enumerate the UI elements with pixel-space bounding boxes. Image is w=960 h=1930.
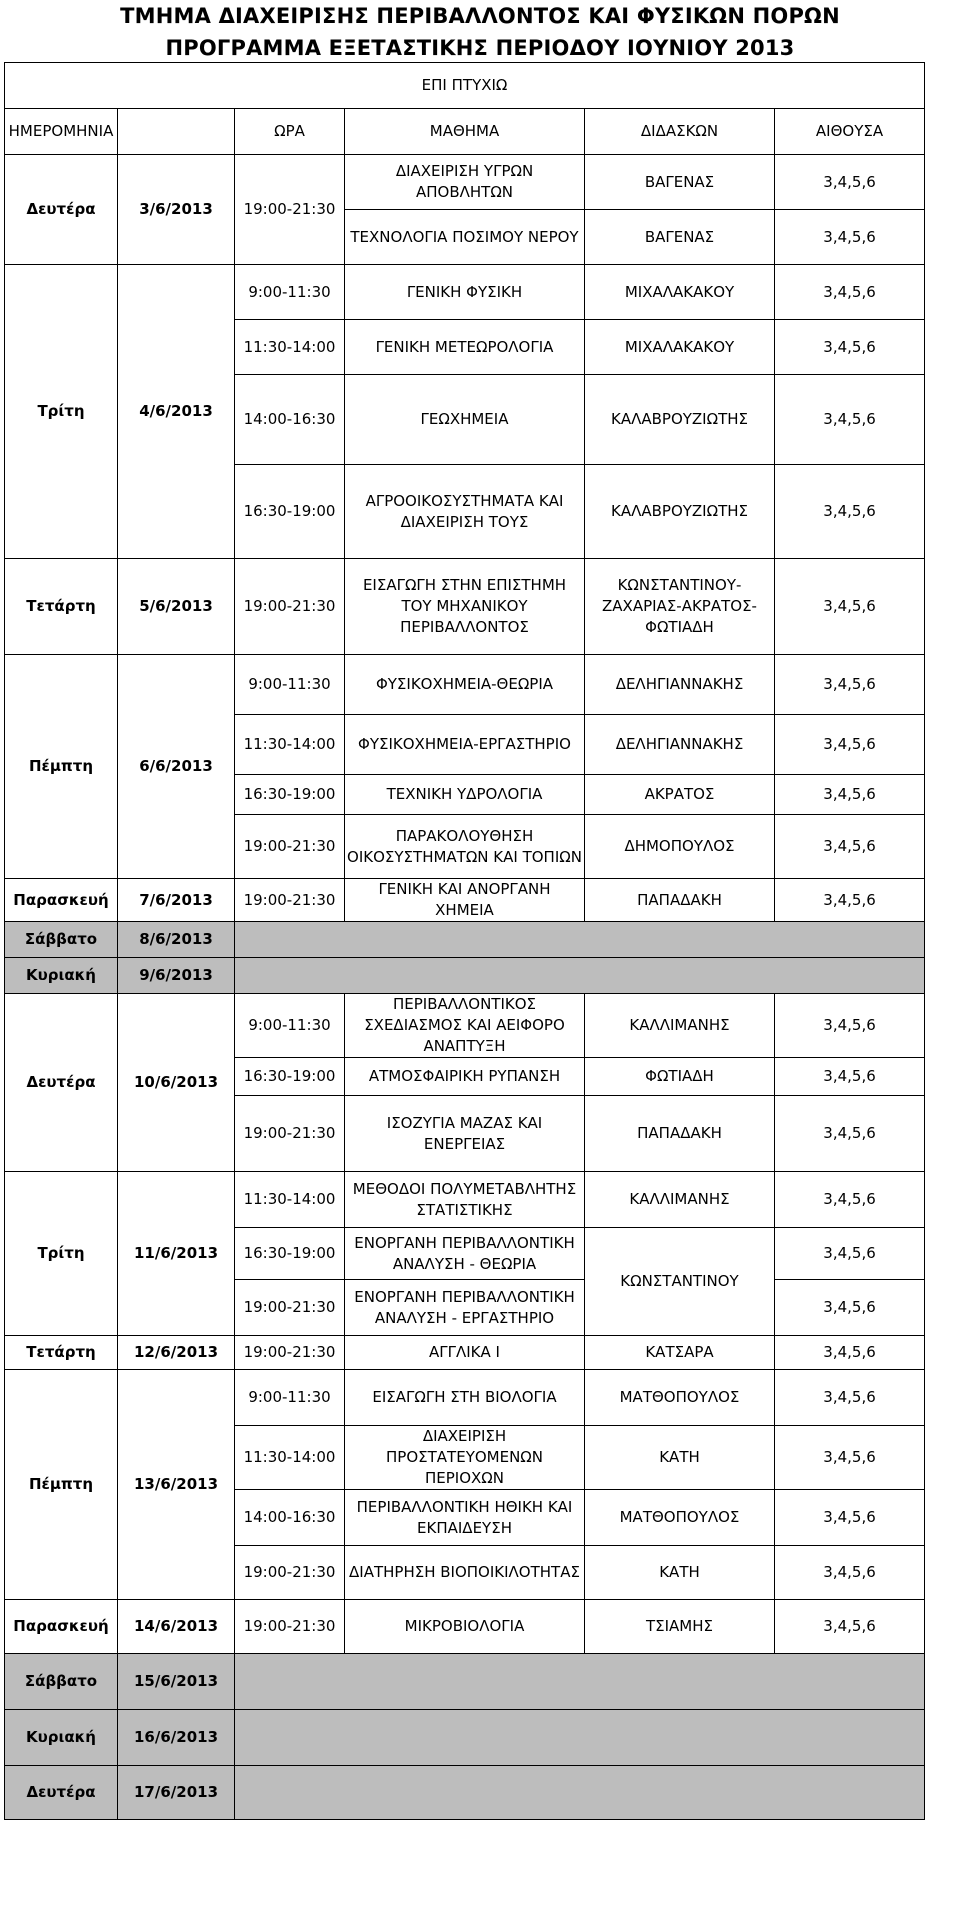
day-cell: Τρίτη — [5, 1172, 118, 1336]
room-cell: 3,4,5,6 — [775, 1600, 925, 1654]
time-cell: 11:30-14:00 — [235, 320, 345, 375]
teacher-cell: ΜΙΧΑΛΑΚΑΚΟΥ — [585, 265, 775, 320]
teacher-cell: ΠΑΠΑΔΑΚΗ — [585, 879, 775, 922]
time-cell: 19:00-21:30 — [235, 1546, 345, 1600]
course-cell: ΓΕΝΙΚΗ ΜΕΤΕΩΡΟΛΟΓΙΑ — [345, 320, 585, 375]
day-cell: Σάββατο — [5, 1654, 118, 1710]
teacher-cell: ΜΙΧΑΛΑΚΑΚΟΥ — [585, 320, 775, 375]
room-cell: 3,4,5,6 — [775, 1058, 925, 1096]
course-cell: ΠΕΡΙΒΑΛΛΟΝΤΙΚΟΣ ΣΧΕΔΙΑΣΜΟΣ ΚΑΙ ΑΕΙΦΟΡΟ ΑΝΑΠΤΥΞΗ — [345, 994, 585, 1058]
room-cell: 3,4,5,6 — [775, 815, 925, 879]
date-cell: 14/6/2013 — [118, 1600, 235, 1654]
col-header-blank — [118, 109, 235, 155]
day-cell: Τετάρτη — [5, 559, 118, 655]
course-cell: ΠΑΡΑΚΟΛΟΥΘΗΣΗ ΟΙΚΟΣΥΣΤΗΜΑΤΩΝ ΚΑΙ ΤΟΠΙΩΝ — [345, 815, 585, 879]
day-cell: Κυριακή — [5, 958, 118, 994]
weekend-row — [5, 1766, 925, 1820]
date-cell: 17/6/2013 — [118, 1766, 235, 1820]
table-row — [5, 265, 925, 320]
teacher-cell: ΚΑΛΑΒΡΟΥΖΙΩΤΗΣ — [585, 375, 775, 465]
course-cell: ΤΕΧΝΟΛΟΓΙΑ ΠΟΣΙΜΟΥ ΝΕΡΟΥ — [345, 210, 585, 265]
course-cell: ΦΥΣΙΚΟΧΗΜΕΙΑ-ΕΡΓΑΣΤΗΡΙΟ — [345, 715, 585, 775]
time-cell: 16:30-19:00 — [235, 1228, 345, 1280]
day-cell: Πέμπτη — [5, 1370, 118, 1600]
room-cell: 3,4,5,6 — [775, 155, 925, 210]
weekend-row — [5, 1710, 925, 1766]
date-cell: 11/6/2013 — [118, 1172, 235, 1336]
teacher-cell: ΚΑΛΛΙΜΑΝΗΣ — [585, 994, 775, 1058]
col-header-room: ΑΙΘΟΥΣΑ — [775, 109, 925, 155]
col-header-teacher: ΔΙΔΑΣΚΩΝ — [585, 109, 775, 155]
teacher-cell: ΚΑΤΗ — [585, 1546, 775, 1600]
table-row — [5, 879, 925, 922]
room-cell: 3,4,5,6 — [775, 1336, 925, 1370]
date-cell: 13/6/2013 — [118, 1370, 235, 1600]
day-cell: Σάββατο — [5, 922, 118, 958]
course-cell: ΤΕΧΝΙΚΗ ΥΔΡΟΛΟΓΙΑ — [345, 775, 585, 815]
teacher-cell: ΚΑΤΣΑΡΑ — [585, 1336, 775, 1370]
teacher-cell: ΦΩΤΙΑΔΗ — [585, 1058, 775, 1096]
time-cell: 11:30-14:00 — [235, 715, 345, 775]
date-cell: 6/6/2013 — [118, 655, 235, 879]
room-cell: 3,4,5,6 — [775, 1546, 925, 1600]
table-row — [5, 1336, 925, 1370]
time-cell: 9:00-11:30 — [235, 1370, 345, 1426]
course-cell: ΕΙΣΑΓΩΓΗ ΣΤΗΝ ΕΠΙΣΤΗΜΗ ΤΟΥ ΜΗΧΑΝΙΚΟΥ ΠΕΡΙΒΑΛΛΟΝΤΟΣ — [345, 559, 585, 655]
day-cell: Τετάρτη — [5, 1336, 118, 1370]
col-header-date: ΗΜΕΡΟΜΗΝΙΑ — [5, 109, 118, 155]
room-cell: 3,4,5,6 — [775, 559, 925, 655]
col-header-time: ΩΡΑ — [235, 109, 345, 155]
teacher-cell: ΑΚΡΑΤΟΣ — [585, 775, 775, 815]
room-cell: 3,4,5,6 — [775, 1490, 925, 1546]
room-cell: 3,4,5,6 — [775, 775, 925, 815]
table-row — [5, 1172, 925, 1228]
time-cell: 14:00-16:30 — [235, 1490, 345, 1546]
date-cell: 16/6/2013 — [118, 1710, 235, 1766]
time-cell: 16:30-19:00 — [235, 775, 345, 815]
time-cell: 19:00-21:30 — [235, 1600, 345, 1654]
time-cell: 19:00-21:30 — [235, 1096, 345, 1172]
date-cell: 10/6/2013 — [118, 994, 235, 1172]
table-row — [5, 1370, 925, 1426]
course-cell: ΑΓΓΛΙΚΑ Ι — [345, 1336, 585, 1370]
time-cell: 9:00-11:30 — [235, 265, 345, 320]
day-cell: Τρίτη — [5, 265, 118, 559]
course-cell: ΙΣΟΖΥΓΙΑ ΜΑΖΑΣ ΚΑΙ ΕΝΕΡΓΕΙΑΣ — [345, 1096, 585, 1172]
empty-cell — [235, 1766, 925, 1820]
course-cell: ΔΙΑΧΕΙΡΙΣΗ ΥΓΡΩΝ ΑΠΟΒΛΗΤΩΝ — [345, 155, 585, 210]
room-cell: 3,4,5,6 — [775, 1426, 925, 1490]
teacher-cell: ΚΩΝΣΤΑΝΤΙΝΟΥ — [585, 1228, 775, 1336]
empty-cell — [235, 922, 925, 958]
date-cell: 8/6/2013 — [118, 922, 235, 958]
course-cell: ΕΝΟΡΓΑΝΗ ΠΕΡΙΒΑΛΛΟΝΤΙΚΗ ΑΝΑΛΥΣΗ - ΘΕΩΡΙΑ — [345, 1228, 585, 1280]
time-cell: 16:30-19:00 — [235, 465, 345, 559]
course-cell: ΠΕΡΙΒΑΛΛΟΝΤΙΚΗ ΗΘΙΚΗ ΚΑΙ ΕΚΠΑΙΔΕΥΣΗ — [345, 1490, 585, 1546]
time-cell: 19:00-21:30 — [235, 559, 345, 655]
time-cell: 9:00-11:30 — [235, 994, 345, 1058]
course-cell: ΑΓΡΟΟΙΚΟΣΥΣΤΗΜΑΤΑ ΚΑΙ ΔΙΑΧΕΙΡΙΣΗ ΤΟΥΣ — [345, 465, 585, 559]
page-title: ΤΜΗΜΑ ΔΙΑΧΕΙΡΙΣΗΣ ΠΕΡΙΒΑΛΛΟΝΤΟΣ ΚΑΙ ΦΥΣΙΚΩΝ ΠΟΡΩΝ — [120, 4, 840, 28]
course-cell: ΜΙΚΡΟΒΙΟΛΟΓΙΑ — [345, 1600, 585, 1654]
empty-cell — [235, 958, 925, 994]
teacher-cell: ΔΕΛΗΓΙΑΝΝΑΚΗΣ — [585, 655, 775, 715]
time-cell: 16:30-19:00 — [235, 1058, 345, 1096]
room-cell: 3,4,5,6 — [775, 1096, 925, 1172]
room-cell: 3,4,5,6 — [775, 715, 925, 775]
table-row — [5, 155, 925, 210]
day-cell: Δευτέρα — [5, 155, 118, 265]
teacher-cell: ΜΑΤΘΟΠΟΥΛΟΣ — [585, 1370, 775, 1426]
date-cell: 5/6/2013 — [118, 559, 235, 655]
day-cell: Κυριακή — [5, 1710, 118, 1766]
room-cell: 3,4,5,6 — [775, 1370, 925, 1426]
course-cell: ΑΤΜΟΣΦΑΙΡΙΚΗ ΡΥΠΑΝΣΗ — [345, 1058, 585, 1096]
day-cell: Παρασκευή — [5, 1600, 118, 1654]
course-cell: ΜΕΘΟΔΟΙ ΠΟΛΥΜΕΤΑΒΛΗΤΗΣ ΣΤΑΤΙΣΤΙΚΗΣ — [345, 1172, 585, 1228]
room-cell: 3,4,5,6 — [775, 994, 925, 1058]
time-cell: 14:00-16:30 — [235, 375, 345, 465]
room-cell: 3,4,5,6 — [775, 1280, 925, 1336]
course-cell: ΦΥΣΙΚΟΧΗΜΕΙΑ-ΘΕΩΡΙΑ — [345, 655, 585, 715]
course-cell: ΓΕΝΙΚΗ ΦΥΣΙΚΗ — [345, 265, 585, 320]
teacher-cell: ΚΑΛΛΙΜΑΝΗΣ — [585, 1172, 775, 1228]
time-cell: 11:30-14:00 — [235, 1172, 345, 1228]
room-cell: 3,4,5,6 — [775, 320, 925, 375]
teacher-cell: ΔΕΛΗΓΙΑΝΝΑΚΗΣ — [585, 715, 775, 775]
course-cell: ΕΝΟΡΓΑΝΗ ΠΕΡΙΒΑΛΛΟΝΤΙΚΗ ΑΝΑΛΥΣΗ - ΕΡΓΑΣΤΗΡΙΟ — [345, 1280, 585, 1336]
day-cell: Δευτέρα — [5, 1766, 118, 1820]
day-cell: Πέμπτη — [5, 655, 118, 879]
room-cell: 3,4,5,6 — [775, 1228, 925, 1280]
date-cell: 15/6/2013 — [118, 1654, 235, 1710]
weekend-row — [5, 1654, 925, 1710]
teacher-cell: ΠΑΠΑΔΑΚΗ — [585, 1096, 775, 1172]
course-cell: ΓΕΝΙΚΗ ΚΑΙ ΑΝΟΡΓΑΝΗ ΧΗΜΕΙΑ — [345, 879, 585, 922]
room-cell: 3,4,5,6 — [775, 465, 925, 559]
day-cell: Δευτέρα — [5, 994, 118, 1172]
time-cell: 19:00-21:30 — [235, 879, 345, 922]
date-cell: 9/6/2013 — [118, 958, 235, 994]
room-cell: 3,4,5,6 — [775, 655, 925, 715]
page-subtitle: ΠΡΟΓΡΑΜΜΑ ΕΞΕΤΑΣΤΙΚΗΣ ΠΕΡΙΟΔΟΥ ΙΟΥΝΙΟΥ 2013 — [165, 36, 795, 60]
course-cell: ΔΙΑΧΕΙΡΙΣΗ ΠΡΟΣΤΑΤΕΥΟΜΕΝΩΝ ΠΕΡΙΟΧΩΝ — [345, 1426, 585, 1490]
empty-cell — [235, 1654, 925, 1710]
teacher-cell: ΒΑΓΕΝΑΣ — [585, 210, 775, 265]
teacher-cell: ΚΑΤΗ — [585, 1426, 775, 1490]
schedule-table — [4, 62, 925, 1820]
teacher-cell: ΒΑΓΕΝΑΣ — [585, 155, 775, 210]
column-header-row — [5, 109, 925, 155]
time-cell: 19:00-21:30 — [235, 1280, 345, 1336]
teacher-cell: ΚΑΛΑΒΡΟΥΖΙΩΤΗΣ — [585, 465, 775, 559]
room-cell: 3,4,5,6 — [775, 375, 925, 465]
course-cell: ΓΕΩΧΗΜΕΙΑ — [345, 375, 585, 465]
room-cell: 3,4,5,6 — [775, 265, 925, 320]
weekend-row — [5, 922, 925, 958]
day-cell: Παρασκευή — [5, 879, 118, 922]
table-row — [5, 559, 925, 655]
time-cell: 19:00-21:30 — [235, 155, 345, 265]
teacher-cell: ΚΩΝΣΤΑΝΤΙΝΟΥ-ΖΑΧΑΡΙΑΣ-ΑΚΡΑΤΟΣ-ΦΩΤΙΑΔΗ — [585, 559, 775, 655]
date-cell: 3/6/2013 — [118, 155, 235, 265]
time-cell: 19:00-21:30 — [235, 815, 345, 879]
time-cell: 9:00-11:30 — [235, 655, 345, 715]
empty-cell — [235, 1710, 925, 1766]
teacher-cell: ΤΣΙΑΜΗΣ — [585, 1600, 775, 1654]
room-cell: 3,4,5,6 — [775, 210, 925, 265]
teacher-cell: ΔΗΜΟΠΟΥΛΟΣ — [585, 815, 775, 879]
table-row — [5, 1600, 925, 1654]
room-cell: 3,4,5,6 — [775, 879, 925, 922]
weekend-row — [5, 958, 925, 994]
table-row — [5, 655, 925, 715]
col-header-course: ΜΑΘΗΜΑ — [345, 109, 585, 155]
date-cell: 7/6/2013 — [118, 879, 235, 922]
teacher-cell: ΜΑΤΘΟΠΟΥΛΟΣ — [585, 1490, 775, 1546]
time-cell: 11:30-14:00 — [235, 1426, 345, 1490]
course-cell: ΔΙΑΤΗΡΗΣΗ ΒΙΟΠΟΙΚΙΛΟΤΗΤΑΣ — [345, 1546, 585, 1600]
time-cell: 19:00-21:30 — [235, 1336, 345, 1370]
section-heading: ΕΠΙ ΠΤΥΧΙΩ — [5, 63, 925, 109]
date-cell: 4/6/2013 — [118, 265, 235, 559]
date-cell: 12/6/2013 — [118, 1336, 235, 1370]
course-cell: ΕΙΣΑΓΩΓΗ ΣΤΗ ΒΙΟΛΟΓΙΑ — [345, 1370, 585, 1426]
room-cell: 3,4,5,6 — [775, 1172, 925, 1228]
table-row — [5, 994, 925, 1058]
